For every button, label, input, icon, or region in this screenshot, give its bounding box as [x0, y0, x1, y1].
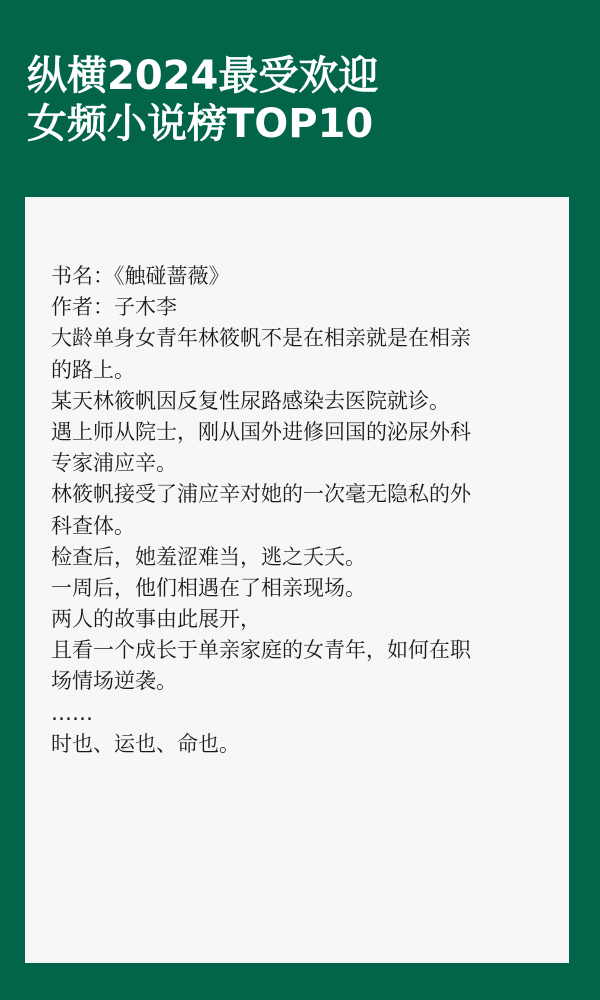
synopsis-line: 遇上师从院士，刚从国外进修回国的泌尿外科 [51, 419, 471, 444]
synopsis-line: 林筱帆接受了浦应辛对她的一次毫无隐私的外 [51, 482, 471, 507]
synopsis-line: 专家浦应辛。 [51, 451, 177, 476]
ellipsis-line: …… [51, 700, 93, 725]
page-title-line-1: 纵横2024最受欢迎 [27, 53, 379, 99]
book-title-line: 书名：《触碰蔷薇》 [51, 264, 230, 288]
author-line: 作者：子木李 [51, 295, 177, 320]
synopsis-line: 科查体。 [51, 513, 135, 538]
content-card [25, 197, 569, 963]
synopsis-line: 某天林筱帆因反复性尿路感染去医院就诊。 [51, 388, 450, 413]
synopsis-line: 一周后，他们相遇在了相亲现场。 [51, 575, 366, 600]
synopsis-line: 且看一个成长于单亲家庭的女青年，如何在职 [51, 638, 471, 663]
page-title-line-2: 女频小说榜TOP10 [27, 101, 374, 147]
synopsis-line: 大龄单身女青年林筱帆不是在相亲就是在相亲 [51, 326, 471, 351]
synopsis-line: 检查后，她羞涩难当，逃之夭夭。 [51, 544, 366, 569]
closing-line: 时也、运也、命也。 [51, 731, 240, 756]
synopsis-line: 场情场逆袭。 [51, 669, 177, 694]
synopsis-line: 的路上。 [51, 357, 135, 382]
header [27, 52, 587, 148]
synopsis-line: 两人的故事由此展开， [51, 607, 261, 632]
